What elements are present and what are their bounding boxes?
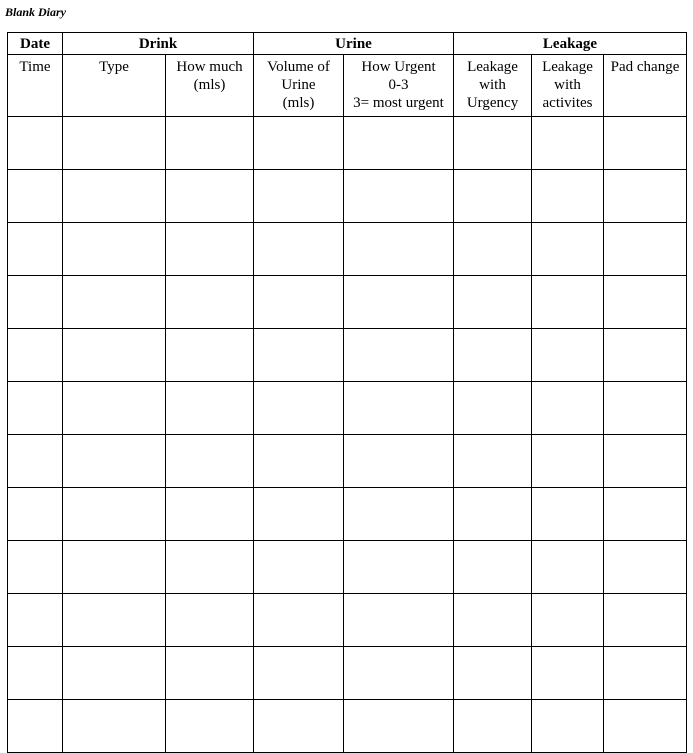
group-header-drink: Drink	[63, 33, 254, 55]
group-header-urine: Urine	[254, 33, 454, 55]
entry-cell-time[interactable]	[8, 541, 63, 594]
entry-cell-leakage-activities[interactable]	[532, 329, 604, 382]
entry-cell-pad-change[interactable]	[604, 488, 687, 541]
entry-cell-drink-type[interactable]	[63, 382, 166, 435]
entry-cell-time[interactable]	[8, 435, 63, 488]
entry-cell-urgency[interactable]	[344, 647, 454, 700]
entry-cell-leakage-activities[interactable]	[532, 170, 604, 223]
header-line: (mls)	[193, 77, 226, 93]
entry-cell-drink-amount[interactable]	[166, 435, 254, 488]
entry-cell-drink-amount[interactable]	[166, 117, 254, 170]
entry-cell-drink-type[interactable]	[63, 647, 166, 700]
entry-cell-leakage-activities[interactable]	[532, 488, 604, 541]
entry-cell-drink-amount[interactable]	[166, 170, 254, 223]
diary-table	[7, 32, 687, 753]
entry-cell-drink-type[interactable]	[63, 541, 166, 594]
entry-cell-leakage-activities[interactable]	[532, 647, 604, 700]
entry-cell-urgency[interactable]	[344, 435, 454, 488]
entry-cell-urine-volume[interactable]	[254, 223, 344, 276]
header-line: Urgency	[466, 95, 519, 111]
entry-cell-leakage-activities[interactable]	[532, 435, 604, 488]
entry-cell-time[interactable]	[8, 594, 63, 647]
entry-cell-drink-amount[interactable]	[166, 223, 254, 276]
diary-entry-row	[8, 276, 687, 329]
entry-cell-pad-change[interactable]	[604, 276, 687, 329]
entry-cell-leakage-activities[interactable]	[532, 276, 604, 329]
entry-cell-drink-type[interactable]	[63, 223, 166, 276]
entry-cell-urgency[interactable]	[344, 329, 454, 382]
column-header-urine-volume	[254, 55, 344, 117]
entry-cell-drink-type[interactable]	[63, 700, 166, 753]
diary-body	[8, 117, 687, 753]
entry-cell-time[interactable]	[8, 488, 63, 541]
header-line: with	[479, 77, 506, 93]
column-header-leakage-activities	[532, 55, 604, 117]
entry-cell-time[interactable]	[8, 223, 63, 276]
header-line: with	[554, 77, 581, 93]
entry-cell-urgency[interactable]	[344, 382, 454, 435]
diary-entry-row	[8, 700, 687, 753]
entry-cell-urine-volume[interactable]	[254, 541, 344, 594]
entry-cell-drink-amount[interactable]	[166, 541, 254, 594]
entry-cell-drink-type[interactable]	[63, 594, 166, 647]
column-header-drink-type	[63, 55, 166, 117]
group-header-date: Date	[8, 33, 63, 55]
entry-cell-drink-amount[interactable]	[166, 488, 254, 541]
header-line: Pad change	[610, 59, 680, 75]
entry-cell-urine-volume[interactable]	[254, 329, 344, 382]
header-line: 3= most urgent	[353, 95, 444, 111]
entry-cell-drink-type[interactable]	[63, 276, 166, 329]
entry-cell-urgency[interactable]	[344, 276, 454, 329]
column-header-pad-change	[604, 55, 687, 117]
header-line: Urine	[281, 77, 316, 93]
entry-cell-leakage-urgency[interactable]	[454, 647, 532, 700]
entry-cell-drink-type[interactable]	[63, 117, 166, 170]
entry-cell-pad-change[interactable]	[604, 382, 687, 435]
entry-cell-time[interactable]	[8, 276, 63, 329]
column-header-time	[8, 55, 63, 117]
entry-cell-leakage-urgency[interactable]	[454, 435, 532, 488]
header-line: Type	[99, 59, 129, 75]
entry-cell-pad-change[interactable]	[604, 435, 687, 488]
entry-cell-leakage-urgency[interactable]	[454, 594, 532, 647]
entry-cell-urine-volume[interactable]	[254, 647, 344, 700]
entry-cell-urine-volume[interactable]	[254, 435, 344, 488]
column-header-row	[8, 55, 687, 117]
entry-cell-leakage-urgency[interactable]	[454, 488, 532, 541]
entry-cell-pad-change[interactable]	[604, 223, 687, 276]
entry-cell-leakage-activities[interactable]	[532, 223, 604, 276]
entry-cell-urine-volume[interactable]	[254, 594, 344, 647]
entry-cell-pad-change[interactable]	[604, 700, 687, 753]
entry-cell-drink-amount[interactable]	[166, 329, 254, 382]
entry-cell-pad-change[interactable]	[604, 117, 687, 170]
entry-cell-leakage-urgency[interactable]	[454, 382, 532, 435]
diary-entry-row	[8, 170, 687, 223]
column-header-drink-amount	[166, 55, 254, 117]
entry-cell-pad-change[interactable]	[604, 170, 687, 223]
header-line: 0-3	[388, 77, 409, 93]
diary-entry-row	[8, 647, 687, 700]
entry-cell-leakage-activities[interactable]	[532, 594, 604, 647]
entry-cell-urine-volume[interactable]	[254, 170, 344, 223]
entry-cell-urine-volume[interactable]	[254, 700, 344, 753]
entry-cell-leakage-urgency[interactable]	[454, 276, 532, 329]
entry-cell-drink-amount[interactable]	[166, 700, 254, 753]
group-header-leakage: Leakage	[454, 33, 687, 55]
header-line: activites	[542, 95, 593, 111]
header-line: (mls)	[282, 95, 315, 111]
entry-cell-pad-change[interactable]	[604, 329, 687, 382]
entry-cell-urgency[interactable]	[344, 170, 454, 223]
entry-cell-drink-type[interactable]	[63, 435, 166, 488]
entry-cell-time[interactable]	[8, 170, 63, 223]
entry-cell-time[interactable]	[8, 117, 63, 170]
entry-cell-pad-change[interactable]	[604, 647, 687, 700]
header-line: Time	[19, 59, 51, 75]
entry-cell-drink-type[interactable]	[63, 170, 166, 223]
header-line: Leakage	[542, 59, 593, 75]
diary-entry-row	[8, 117, 687, 170]
entry-cell-leakage-urgency[interactable]	[454, 170, 532, 223]
entry-cell-urgency[interactable]	[344, 488, 454, 541]
entry-cell-drink-type[interactable]	[63, 488, 166, 541]
header-line: Volume of	[267, 59, 330, 75]
document-title: Blank Diary	[5, 5, 67, 19]
entry-cell-leakage-activities[interactable]	[532, 382, 604, 435]
entry-cell-leakage-activities[interactable]	[532, 700, 604, 753]
header-line: How Urgent	[361, 59, 436, 75]
entry-cell-urgency[interactable]	[344, 223, 454, 276]
entry-cell-urine-volume[interactable]	[254, 382, 344, 435]
entry-cell-drink-amount[interactable]	[166, 276, 254, 329]
diary-entry-row	[8, 435, 687, 488]
header-line: Leakage	[467, 59, 518, 75]
group-header-row	[8, 33, 687, 55]
diary-entry-row	[8, 594, 687, 647]
diary-entry-row	[8, 382, 687, 435]
entry-cell-urine-volume[interactable]	[254, 488, 344, 541]
entry-cell-leakage-urgency[interactable]	[454, 329, 532, 382]
entry-cell-urine-volume[interactable]	[254, 117, 344, 170]
entry-cell-time[interactable]	[8, 382, 63, 435]
entry-cell-leakage-urgency[interactable]	[454, 117, 532, 170]
entry-cell-urgency[interactable]	[344, 541, 454, 594]
entry-cell-leakage-urgency[interactable]	[454, 541, 532, 594]
entry-cell-urgency[interactable]	[344, 117, 454, 170]
entry-cell-time[interactable]	[8, 700, 63, 753]
entry-cell-drink-amount[interactable]	[166, 382, 254, 435]
entry-cell-time[interactable]	[8, 329, 63, 382]
diary-entry-row	[8, 541, 687, 594]
diary-entry-row	[8, 223, 687, 276]
entry-cell-time[interactable]	[8, 647, 63, 700]
entry-cell-urine-volume[interactable]	[254, 276, 344, 329]
entry-cell-leakage-activities[interactable]	[532, 541, 604, 594]
entry-cell-leakage-activities[interactable]	[532, 117, 604, 170]
entry-cell-drink-type[interactable]	[63, 329, 166, 382]
column-header-urgency	[344, 55, 454, 117]
header-line: How much	[176, 59, 243, 75]
entry-cell-urgency[interactable]	[344, 594, 454, 647]
diary-entry-row	[8, 329, 687, 382]
entry-cell-pad-change[interactable]	[604, 594, 687, 647]
column-header-leakage-urgency	[454, 55, 532, 117]
entry-cell-drink-amount[interactable]	[166, 594, 254, 647]
entry-cell-urgency[interactable]	[344, 700, 454, 753]
diary-entry-row	[8, 488, 687, 541]
entry-cell-drink-amount[interactable]	[166, 647, 254, 700]
entry-cell-leakage-urgency[interactable]	[454, 700, 532, 753]
entry-cell-leakage-urgency[interactable]	[454, 223, 532, 276]
entry-cell-pad-change[interactable]	[604, 541, 687, 594]
